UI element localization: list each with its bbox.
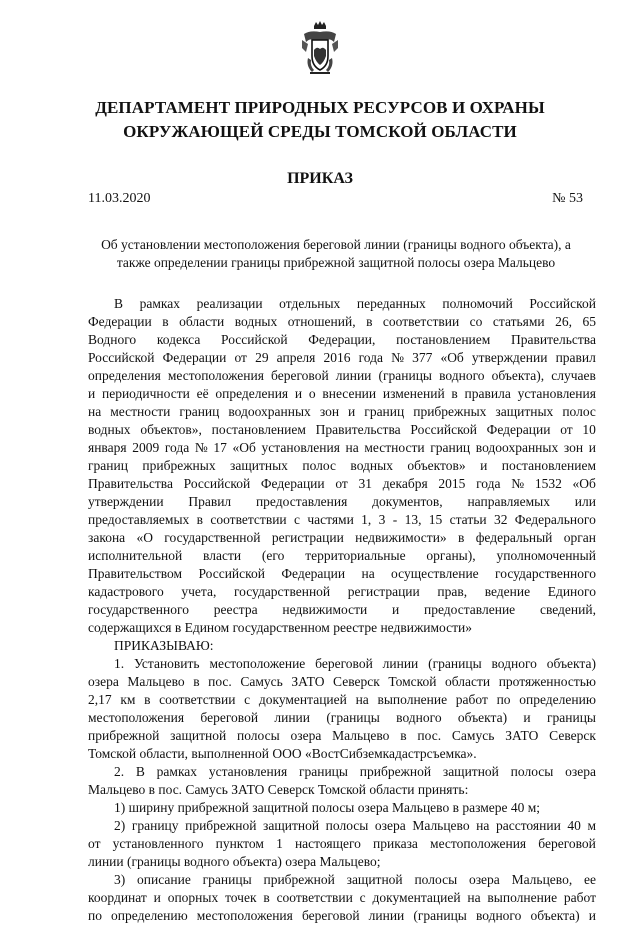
body-line: 2) границу прибрежной защитной полосы озера Мальцево на расстоянии 40 м bbox=[114, 818, 596, 833]
order-subject bbox=[88, 236, 584, 272]
body-line: Правительством Российской Федерации на осуществление государственного bbox=[88, 566, 596, 581]
body-line: по определению местоположения береговой линии (границы водного объекта) и bbox=[88, 908, 596, 923]
document-title: ПРИКАЗ bbox=[287, 170, 353, 187]
body-line: Правительства Российской Федерации от 31 декабря 2015 года № 1532 «Об bbox=[88, 476, 596, 491]
coat-of-arms-icon bbox=[300, 20, 340, 76]
body-line: Томской области, выполненной ООО «ВостСибземкадастрсъемка». bbox=[88, 746, 477, 761]
body-line: предоставляемых в соответствии с частями 1, 3 - 13, 15 статьи 32 Федерального bbox=[88, 512, 596, 527]
body-line: границ прибрежных защитных полос водных объектов» и постановлением bbox=[88, 458, 596, 473]
body-line: 2,17 км в соответствии с документацией на выполнение работ по определению bbox=[88, 692, 596, 707]
body-line: от установленного пунктом 1 настоящего приказа местоположения береговой bbox=[88, 836, 596, 851]
body-line: водных объектов», постановлением Правительства Российской Федерации от 10 bbox=[88, 422, 596, 437]
department-name bbox=[60, 96, 580, 144]
body-line: местоположения береговой линии (границы водного объекта) и границы bbox=[88, 710, 596, 725]
body-line: 1. Установить местоположение береговой линии (границы водного объекта) bbox=[114, 656, 596, 671]
body-line: Российской Федерации от 29 апреля 2016 года № 377 «Об утверждении правил bbox=[88, 350, 596, 365]
body-line: прибрежной защитной полосы озера Мальцево в пос. Самусь ЗАТО Северск bbox=[88, 728, 596, 743]
order-date: 11.03.2020 bbox=[88, 191, 151, 206]
body-line: линии (границы водного объекта) озера Мальцево; bbox=[88, 854, 381, 869]
order-subject-line-2: также определении границы прибрежной защитной полосы озера Мальцево bbox=[116, 255, 556, 270]
body-line: кадастрового учета, государственной регистрации прав, ведение Единого bbox=[88, 584, 596, 599]
body-line: координат и опорных точек в соответствии с документацией на выполнение работ bbox=[88, 890, 596, 905]
body-line: на местности границ водоохранных зон и границ прибрежных защитных полос bbox=[88, 404, 596, 419]
department-name-line-1: ДЕПАРТАМЕНТ ПРИРОДНЫХ РЕСУРСОВ И ОХРАНЫ bbox=[95, 98, 545, 117]
body-line: В рамках реализации отдельных переданных полномочий Российской bbox=[114, 296, 596, 311]
order-subject-line-1: Об установлении местоположения береговой линии (границы водного объекта), а bbox=[101, 237, 571, 252]
body-line: содержащихся в Едином государственном реестре недвижимости» bbox=[88, 620, 473, 635]
body-line: озера Мальцево в пос. Самусь ЗАТО Северск Томской области протяженностью bbox=[88, 674, 596, 689]
body-line: Мальцево в пос. Самусь ЗАТО Северск Томской области принять: bbox=[88, 782, 469, 797]
body-line: и периодичности её определения и о внесении изменений в правила установления bbox=[88, 386, 596, 401]
order-number: № 53 bbox=[552, 191, 583, 206]
order-body bbox=[88, 295, 596, 925]
body-line: утверждении Правил предоставления документов, направляемых или bbox=[88, 494, 596, 509]
body-line: 3) описание границы прибрежной защитной полосы озера Мальцево, ее bbox=[114, 872, 596, 887]
body-line: закона «О государственной регистрации недвижимости» в федеральный орган bbox=[88, 530, 596, 545]
body-line: 1) ширину прибрежной защитной полосы озера Мальцево в размере 40 м; bbox=[114, 800, 541, 815]
department-name-line-2: ОКРУЖАЮЩЕЙ СРЕДЫ ТОМСКОЙ ОБЛАСТИ bbox=[123, 122, 517, 141]
body-line: исполнительной власти (его территориальные органы), уполномоченный bbox=[88, 548, 596, 563]
body-line: Водного кодекса Российской Федерации, постановлением Правительства bbox=[88, 332, 596, 347]
body-line: государственного реестра недвижимости и предоставление сведений, bbox=[88, 602, 596, 617]
body-line: определения местоположения береговой линии (границы водного объекта), случаев bbox=[88, 368, 596, 383]
body-line: 2. В рамках установления границы прибрежной защитной полосы озера bbox=[114, 764, 596, 779]
body-line: ПРИКАЗЫВАЮ: bbox=[114, 638, 214, 653]
body-line: января 2009 года № 17 «Об установления на местности границ водоохранных зон и bbox=[88, 440, 596, 455]
body-line: Федерации в области водных отношений, в соответствии со статьями 26, 65 bbox=[88, 314, 596, 329]
